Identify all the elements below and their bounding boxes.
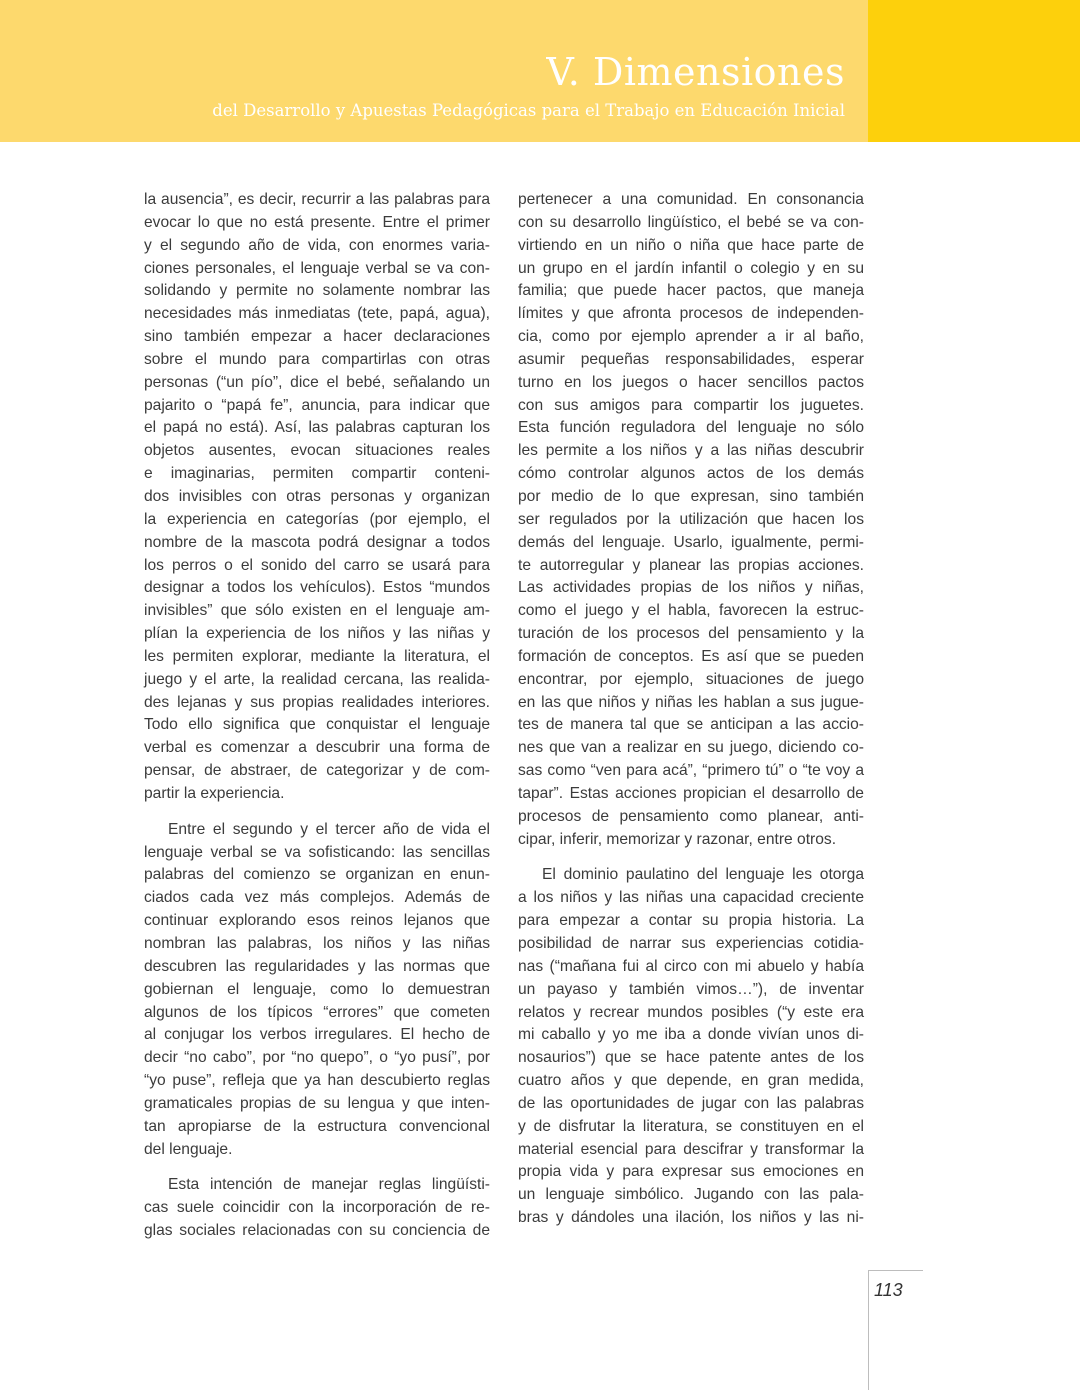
text-line: El dominio paulatino del lenguaje les otorga [542, 866, 864, 884]
text-line: gramaticales propias de su lengua y que inten- [144, 1094, 490, 1112]
text-line: asumir pequeñas responsabilidades, esperar [518, 350, 864, 368]
text-line: cas suele coincidir con la incorporación de re- [144, 1199, 490, 1217]
text-line: algunos de los típicos “errores” que cometen [144, 1003, 490, 1021]
text-line: demás del lenguaje. Usarlo, igualmente, permi- [518, 533, 864, 551]
text-line: como el juego y el habla, favorecen la estruc- [518, 602, 864, 620]
text-line: necesidades más inmediatas (tete, papá, agua), [144, 305, 490, 323]
text-line: la ausencia”, es decir, recurrir a las palabras para [144, 191, 490, 208]
text-line: un grupo en el jardín infantil o colegio y en su [518, 259, 864, 277]
text-line: a los niños y las niñas una capacidad creciente [518, 889, 864, 907]
text-line: de las oportunidades de jugar con las palabras [518, 1094, 864, 1112]
text-line: un payaso y también vimos…”), de inventar [518, 980, 864, 998]
text-line: te autorregular y planear las propias acciones. [518, 556, 864, 574]
chapter-title: V. Dimensiones [546, 50, 845, 94]
text-line: tes de manera tal que se anticipan a las accio- [518, 716, 864, 734]
header-accent-block [868, 0, 1080, 142]
text-line: con su desarrollo lingüístico, el bebé se va con- [518, 213, 864, 231]
text-line: nes que van a realizar en su juego, diciendo co- [518, 739, 864, 757]
text-line: virtiendo en un niño o niña que hace parte de [518, 236, 864, 254]
text-line: dos invisibles con otras personas y organizan [144, 487, 490, 505]
text-line: cia, como por ejemplo aprender a ir al baño, [518, 328, 864, 346]
text-line: ser regulados por la utilización que hacen los [518, 510, 864, 528]
text-column-left [144, 189, 490, 1256]
text-line: turación de los procesos del pensamiento y la [518, 625, 864, 643]
text-line: Todo ello significa que conquistar el lenguaje [144, 716, 490, 734]
text-column-right [518, 189, 864, 1243]
text-line: y el segundo año de vida, con enormes varia- [144, 236, 490, 254]
text-line: Esta intención de manejar reglas lingüísti- [168, 1176, 490, 1194]
text-line: les permiten explorar, mediante la literatura, el [144, 647, 490, 665]
chapter-subtitle: del Desarrollo y Apuestas Pedagógicas para el Trabajo en Educación Inicial [212, 101, 845, 120]
text-line: familia; que puede hacer pactos, que maneja [518, 282, 864, 300]
text-line: pertenecer a una comunidad. En consonancia [518, 191, 864, 208]
text-line: en las que niños y niñas les hablan a sus jugue- [518, 693, 864, 711]
text-line: e imaginarias, permiten compartir conteni- [144, 465, 490, 483]
text-line: cómo controlar algunos actos de los demás [518, 465, 864, 483]
text-line: encontrar, por ejemplo, situaciones de juego [518, 670, 864, 688]
text-line: para empezar a contar su propia historia. La [518, 912, 864, 930]
text-line: solidando y permite no solamente nombrar las [144, 282, 490, 300]
paragraph [518, 864, 864, 1230]
text-line: sino también empezar a hacer declaraciones [144, 328, 490, 346]
text-line: formación de conceptos. Es así que se pueden [518, 647, 864, 665]
text-line: ciados cada vez más complejos. Además de [144, 889, 490, 907]
text-line: límites y que afronta procesos de independen- [518, 305, 864, 323]
text-line: descubren las regularidades y las normas que [144, 957, 490, 975]
text-line: invisibles” que sólo existen en el lenguaje am- [144, 602, 490, 620]
text-line: bras y dándoles una ilación, los niños y las ni- [518, 1209, 864, 1227]
page-number-rule-vertical [868, 1270, 869, 1390]
text-line: turno en los juegos o hacer sencillos pactos [518, 373, 864, 391]
text-line: gobiernan el lenguaje, como lo demuestran [144, 980, 490, 998]
text-line: continuar explorando esos reinos lejanos que [144, 912, 490, 930]
text-line: cuatro años y que depende, en gran medida, [518, 1072, 864, 1090]
text-line: les permite a los niños y a las niñas descubrir [518, 442, 864, 460]
paragraph [518, 189, 864, 851]
text-line: decir “no cabo”, por “no quepo”, o “yo pusí”, por [144, 1049, 490, 1067]
text-line: Entre el segundo y el tercer año de vida el [168, 820, 490, 838]
text-line: verbal es comenzar a descubrir una forma de [144, 739, 490, 757]
text-line: relatos y recrear mundos posibles (“y este era [518, 1003, 864, 1021]
paragraph [144, 819, 490, 1162]
text-line: nombran las palabras, los niños y las niñas [144, 935, 490, 952]
text-line: palabras del comienzo se organizan en enun- [144, 866, 490, 884]
text-line: plían la experiencia de los niños y las niñas y [144, 625, 490, 643]
text-line: nombre de la mascota podrá designar a todos [144, 533, 490, 551]
text-line: sas como “ven para acá”, “primero tú” o “te voy a [518, 762, 864, 780]
text-line: ciones personales, el lenguaje verbal se va con- [144, 259, 490, 277]
text-line: lenguaje verbal se va sofisticando: las sencillas [144, 843, 490, 861]
text-line: nosaurios”) que se hace patente antes de los [518, 1049, 864, 1067]
text-line: “yo puse”, refleja que ya han descubierto reglas [144, 1072, 490, 1090]
text-line: los perros o el sonido del carro se usará para [144, 556, 490, 574]
text-line: un lenguaje simbólico. Jugando con las pala- [518, 1186, 864, 1204]
text-line: sobre el mundo para compartirlas con otras [144, 350, 490, 368]
text-line: partir la experiencia. [144, 784, 285, 802]
text-line: mi caballo y yo me iba a donde vivían unos di- [518, 1026, 864, 1044]
text-line: Esta función reguladora del lenguaje no sólo [518, 419, 864, 437]
text-line: juego y el arte, la realidad cercana, las realida- [144, 670, 490, 688]
text-line: cipar, inferir, memorizar y razonar, entre otros. [518, 830, 837, 848]
text-line: la experiencia en categorías (por ejemplo, el [144, 510, 490, 528]
text-line: pajarito o “papá fe”, anuncia, para indicar que [144, 396, 490, 414]
text-line: pensar, de abstraer, de categorizar y de com- [144, 762, 490, 780]
page-number: 113 [874, 1280, 903, 1300]
text-line: tan apropiarse de la estructura convencional [144, 1117, 490, 1135]
page-number-rule-horizontal [868, 1270, 923, 1271]
text-line: al conjugar los verbos irregulares. El hecho de [144, 1026, 490, 1044]
text-line: nas (“mañana fui al circo con mi abuelo y había [518, 957, 864, 975]
text-line: material esencial para descifrar y transformar la [518, 1140, 864, 1158]
text-line: procesos de pensamiento como planear, anti- [518, 807, 864, 825]
text-line: y de disfrutar la literatura, se constituyen en el [518, 1117, 864, 1135]
text-line: Las actividades propias de los niños y niñas, [518, 579, 864, 597]
text-line: tapar”. Estas acciones propician el desarrollo de [518, 784, 864, 802]
text-line: el papá no está). Así, las palabras capturan los [144, 419, 490, 437]
text-line: personas (“un pío”, dice el bebé, señalando un [144, 373, 490, 391]
text-line: posibilidad de narrar sus experiencias cotidia- [518, 935, 864, 952]
text-line: con sus amigos para compartir los juguetes. [518, 396, 864, 414]
text-line: del lenguaje. [144, 1140, 233, 1158]
text-line: designar a todos los vehículos). Estos “mundos [144, 579, 490, 597]
text-line: glas sociales relacionadas con su conciencia de [144, 1222, 490, 1240]
text-line: propia vida y para expresar sus emociones en [518, 1163, 864, 1181]
text-line: por medio de lo que expresan, sino también [518, 487, 864, 505]
paragraph [144, 1174, 490, 1243]
text-line: evocar lo que no está presente. Entre el primer [144, 213, 490, 231]
text-line: des lejanas y sus propias realidades interiores. [144, 693, 490, 711]
text-line: objetos ausentes, evocan situaciones reales [144, 442, 490, 460]
paragraph [144, 189, 490, 806]
